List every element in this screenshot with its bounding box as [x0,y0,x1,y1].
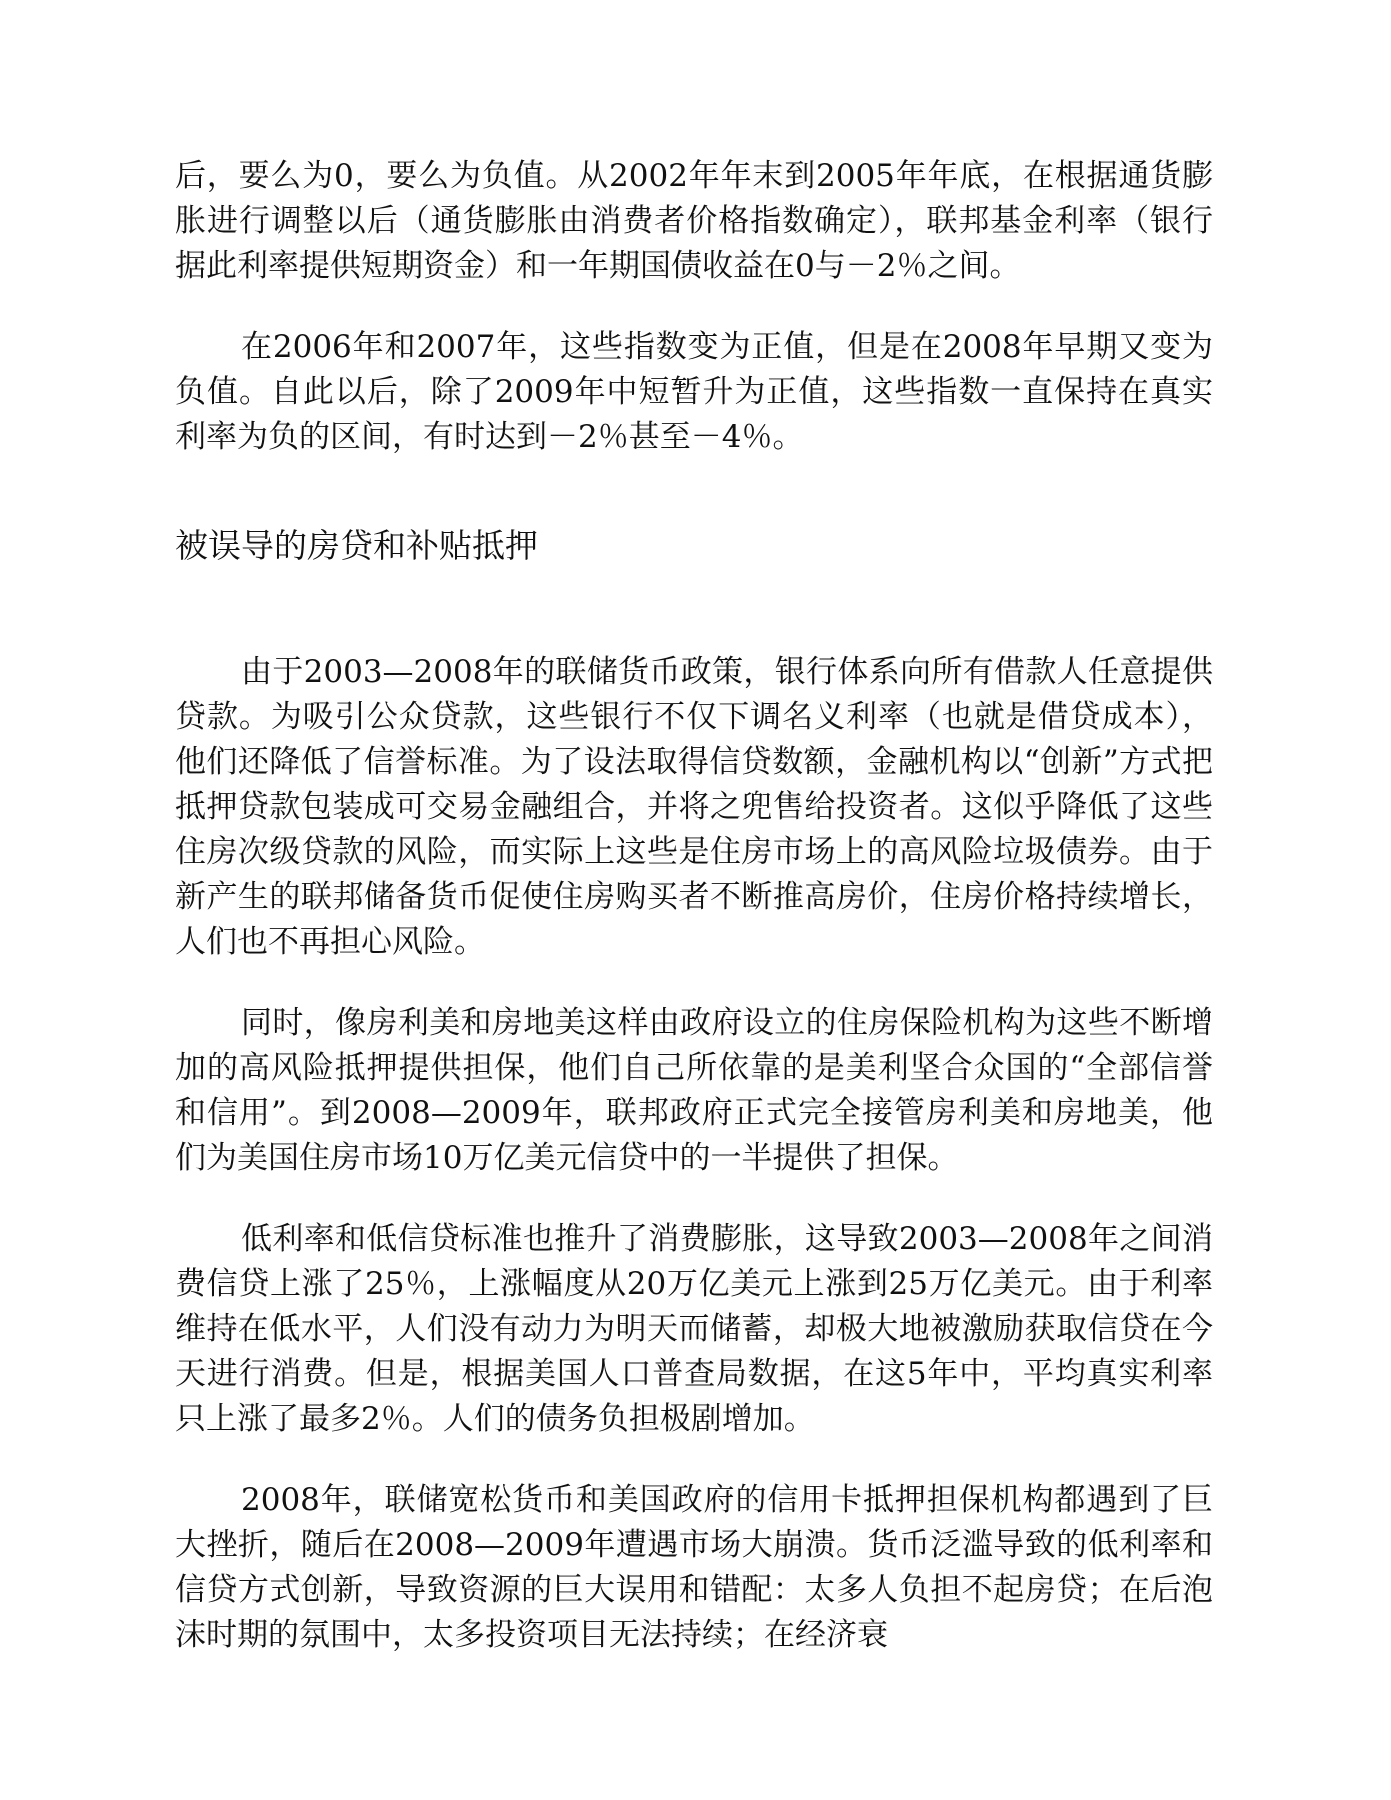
paragraph-continued: 后，要么为0，要么为负值。从2002年年末到2005年年底，在根据通货膨胀进行调整以后（通货膨胀由消费者价格指数确定），联邦基金利率（银行据此利率提供短期资金）和一年期国债收益在0与－2％之间。 [175,158,1213,284]
paragraph-2008-collapse: 2008年，联储宽松货币和美国政府的信用卡抵押担保机构都遇到了巨大挫折，随后在2008—2009年遭遇市场大崩溃。货币泛滥导致的低利率和信贷方式创新，导致资源的巨大误用和错配：太多人负担不起房贷；在后泡沫时期的氛围中，太多投资项目无法持续；在经济衰 [175,1482,1213,1653]
paragraph-fannie-freddie: 同时，像房利美和房地美这样由政府设立的住房保险机构为这些不断增加的高风险抵押提供担保，他们自己所依靠的是美利坚合众国的“全部信誉和信用”。到2008—2009年，联邦政府正式完全接管房利美和房地美，他们为美国住房市场10万亿美元信贷中的一半提供了担保。 [175,1005,1213,1176]
paragraph-fed-policy: 由于2003—2008年的联储货币政策，银行体系向所有借款人任意提供贷款。为吸引公众贷款，这些银行不仅下调名义利率（也就是借贷成本），他们还降低了信誉标准。为了设法取得信贷数额，金融机构以“创新”方式把抵押贷款包装成可交易金融组合，并将之兜售给投资者。这似乎降低了这些住房次级贷款的风险，而实际上这些是住房市场上的高风险垃圾债券。由于新产生的联邦储备货币促使住房购买者不断推高房价，住房价格持续增长，人们也不再担心风险。 [175,654,1213,960]
section-heading: 被误导的房贷和补贴抵押 [175,526,538,565]
paragraph-negative-rates: 在2006年和2007年，这些指数变为正值，但是在2008年早期又变为负值。自此以后，除了2009年中短暂升为正值，这些指数一直保持在真实利率为负的区间，有时达到－2％甚至－4％。 [175,329,1213,455]
paragraph-consumer-credit: 低利率和低信贷标准也推升了消费膨胀，这导致2003—2008年之间消费信贷上涨了25％，上涨幅度从20万亿美元上涨到25万亿美元。由于利率维持在低水平，人们没有动力为明天而储蓄，却极大地被激励获取信贷在今天进行消费。但是，根据美国人口普查局数据，在这5年中，平均真实利率只上涨了最多2％。人们的债务负担极剧增加。 [175,1221,1213,1437]
document-page [175,154,1213,1658]
